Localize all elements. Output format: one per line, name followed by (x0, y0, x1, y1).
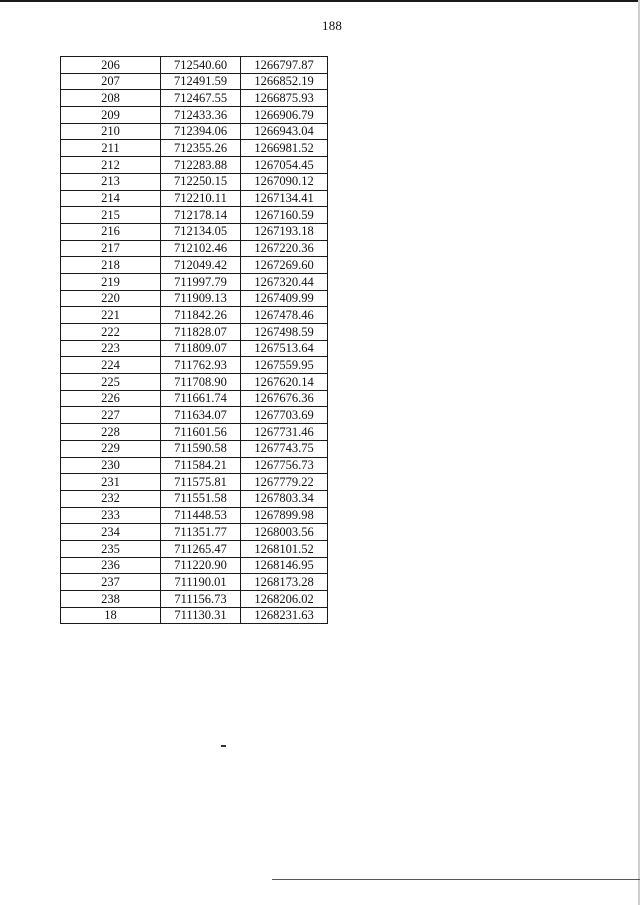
point-number-cell: 233 (61, 507, 161, 524)
point-number-cell: 222 (61, 324, 161, 341)
point-number-cell: 209 (61, 107, 161, 124)
table-row (61, 540, 328, 557)
x-coordinate-cell: 712283.88 (161, 157, 241, 174)
point-number-cell: 212 (61, 157, 161, 174)
table-row (61, 557, 328, 574)
table-row (61, 307, 328, 324)
y-coordinate-cell: 1267559.95 (241, 357, 328, 374)
x-coordinate-cell: 711661.74 (161, 390, 241, 407)
x-coordinate-cell: 711551.58 (161, 490, 241, 507)
table-row (61, 57, 328, 74)
table-row (61, 73, 328, 90)
x-coordinate-cell: 712250.15 (161, 173, 241, 190)
x-coordinate-cell: 712394.06 (161, 123, 241, 140)
point-number-cell: 226 (61, 390, 161, 407)
y-coordinate-cell: 1268231.63 (241, 607, 328, 624)
x-coordinate-cell: 711190.01 (161, 574, 241, 591)
y-coordinate-cell: 1268146.95 (241, 557, 328, 574)
y-coordinate-cell: 1267054.45 (241, 157, 328, 174)
y-coordinate-cell: 1267269.60 (241, 257, 328, 274)
x-coordinate-cell: 711634.07 (161, 407, 241, 424)
y-coordinate-cell: 1267513.64 (241, 340, 328, 357)
table-row (61, 424, 328, 441)
coordinates-table (60, 56, 328, 624)
point-number-cell: 237 (61, 574, 161, 591)
y-coordinate-cell: 1267676.36 (241, 390, 328, 407)
y-coordinate-cell: 1268206.02 (241, 591, 328, 608)
y-coordinate-cell: 1267134.41 (241, 190, 328, 207)
x-coordinate-cell: 711762.93 (161, 357, 241, 374)
point-number-cell: 224 (61, 357, 161, 374)
point-number-cell: 229 (61, 440, 161, 457)
point-number-cell: 225 (61, 374, 161, 391)
table-row (61, 240, 328, 257)
point-number-cell: 219 (61, 273, 161, 290)
point-number-cell: 220 (61, 290, 161, 307)
y-coordinate-cell: 1267703.69 (241, 407, 328, 424)
x-coordinate-cell: 712210.11 (161, 190, 241, 207)
table-row (61, 157, 328, 174)
point-number-cell: 230 (61, 457, 161, 474)
table-row (61, 591, 328, 608)
y-coordinate-cell: 1267731.46 (241, 424, 328, 441)
table-row (61, 574, 328, 591)
x-coordinate-cell: 711575.81 (161, 474, 241, 491)
x-coordinate-cell: 712355.26 (161, 140, 241, 157)
x-coordinate-cell: 712491.59 (161, 73, 241, 90)
point-number-cell: 228 (61, 424, 161, 441)
x-coordinate-cell: 711584.21 (161, 457, 241, 474)
y-coordinate-cell: 1267160.59 (241, 207, 328, 224)
x-coordinate-cell: 711809.07 (161, 340, 241, 357)
point-number-cell: 236 (61, 557, 161, 574)
point-number-cell: 235 (61, 540, 161, 557)
x-coordinate-cell: 711842.26 (161, 307, 241, 324)
y-coordinate-cell: 1267743.75 (241, 440, 328, 457)
point-number-cell: 231 (61, 474, 161, 491)
table-row (61, 107, 328, 124)
x-coordinate-cell: 711351.77 (161, 524, 241, 541)
y-coordinate-cell: 1267899.98 (241, 507, 328, 524)
x-coordinate-cell: 711156.73 (161, 591, 241, 608)
point-number-cell: 218 (61, 257, 161, 274)
x-coordinate-cell: 711265.47 (161, 540, 241, 557)
x-coordinate-cell: 712467.55 (161, 90, 241, 107)
table-row (61, 223, 328, 240)
y-coordinate-cell: 1267478.46 (241, 307, 328, 324)
y-coordinate-cell: 1266797.87 (241, 57, 328, 74)
coordinates-table-body (61, 57, 328, 624)
point-number-cell: 234 (61, 524, 161, 541)
y-coordinate-cell: 1267779.22 (241, 474, 328, 491)
table-row (61, 407, 328, 424)
table-row (61, 474, 328, 491)
table-row (61, 440, 328, 457)
point-number-cell: 210 (61, 123, 161, 140)
x-coordinate-cell: 711997.79 (161, 273, 241, 290)
point-number-cell: 207 (61, 73, 161, 90)
table-row (61, 607, 328, 624)
table-row (61, 273, 328, 290)
table-row (61, 90, 328, 107)
x-coordinate-cell: 711590.58 (161, 440, 241, 457)
y-coordinate-cell: 1267220.36 (241, 240, 328, 257)
table-row (61, 507, 328, 524)
point-number-cell: 227 (61, 407, 161, 424)
table-row (61, 357, 328, 374)
x-coordinate-cell: 711708.90 (161, 374, 241, 391)
y-coordinate-cell: 1267620.14 (241, 374, 328, 391)
x-coordinate-cell: 712102.46 (161, 240, 241, 257)
point-number-cell: 221 (61, 307, 161, 324)
point-number-cell: 238 (61, 591, 161, 608)
y-coordinate-cell: 1268003.56 (241, 524, 328, 541)
y-coordinate-cell: 1266875.93 (241, 90, 328, 107)
point-number-cell: 206 (61, 57, 161, 74)
table-row (61, 207, 328, 224)
table-row (61, 390, 328, 407)
x-coordinate-cell: 711601.56 (161, 424, 241, 441)
table-row (61, 457, 328, 474)
y-coordinate-cell: 1267409.99 (241, 290, 328, 307)
x-coordinate-cell: 711130.31 (161, 607, 241, 624)
x-coordinate-cell: 711909.13 (161, 290, 241, 307)
table-row (61, 190, 328, 207)
y-coordinate-cell: 1267193.18 (241, 223, 328, 240)
y-coordinate-cell: 1266852.19 (241, 73, 328, 90)
x-coordinate-cell: 712433.36 (161, 107, 241, 124)
point-number-cell: 211 (61, 140, 161, 157)
point-number-cell: 216 (61, 223, 161, 240)
point-number-cell: 214 (61, 190, 161, 207)
y-coordinate-cell: 1267090.12 (241, 173, 328, 190)
table-row (61, 123, 328, 140)
x-coordinate-cell: 712540.60 (161, 57, 241, 74)
y-coordinate-cell: 1267803.34 (241, 490, 328, 507)
x-coordinate-cell: 712178.14 (161, 207, 241, 224)
point-number-cell: 217 (61, 240, 161, 257)
point-number-cell: 232 (61, 490, 161, 507)
table-row (61, 524, 328, 541)
page-number: 188 (322, 18, 343, 33)
y-coordinate-cell: 1267498.59 (241, 324, 328, 341)
table-row (61, 374, 328, 391)
table-row (61, 257, 328, 274)
point-number-cell: 18 (61, 607, 161, 624)
point-number-cell: 223 (61, 340, 161, 357)
x-coordinate-cell: 712134.05 (161, 223, 241, 240)
y-coordinate-cell: 1266906.79 (241, 107, 328, 124)
y-coordinate-cell: 1267756.73 (241, 457, 328, 474)
scan-bottom-border (272, 879, 640, 880)
table-row (61, 140, 328, 157)
y-coordinate-cell: 1268173.28 (241, 574, 328, 591)
table-row (61, 490, 328, 507)
x-coordinate-cell: 711828.07 (161, 324, 241, 341)
y-coordinate-cell: 1266981.52 (241, 140, 328, 157)
point-number-cell: 208 (61, 90, 161, 107)
table-row (61, 290, 328, 307)
y-coordinate-cell: 1267320.44 (241, 273, 328, 290)
table-row (61, 324, 328, 341)
point-number-cell: 215 (61, 207, 161, 224)
y-coordinate-cell: 1268101.52 (241, 540, 328, 557)
table-row (61, 340, 328, 357)
point-number-cell: 213 (61, 173, 161, 190)
scan-top-border (0, 0, 640, 2)
table-row (61, 173, 328, 190)
x-coordinate-cell: 711448.53 (161, 507, 241, 524)
x-coordinate-cell: 712049.42 (161, 257, 241, 274)
y-coordinate-cell: 1266943.04 (241, 123, 328, 140)
stray-scan-mark (221, 745, 226, 747)
x-coordinate-cell: 711220.90 (161, 557, 241, 574)
